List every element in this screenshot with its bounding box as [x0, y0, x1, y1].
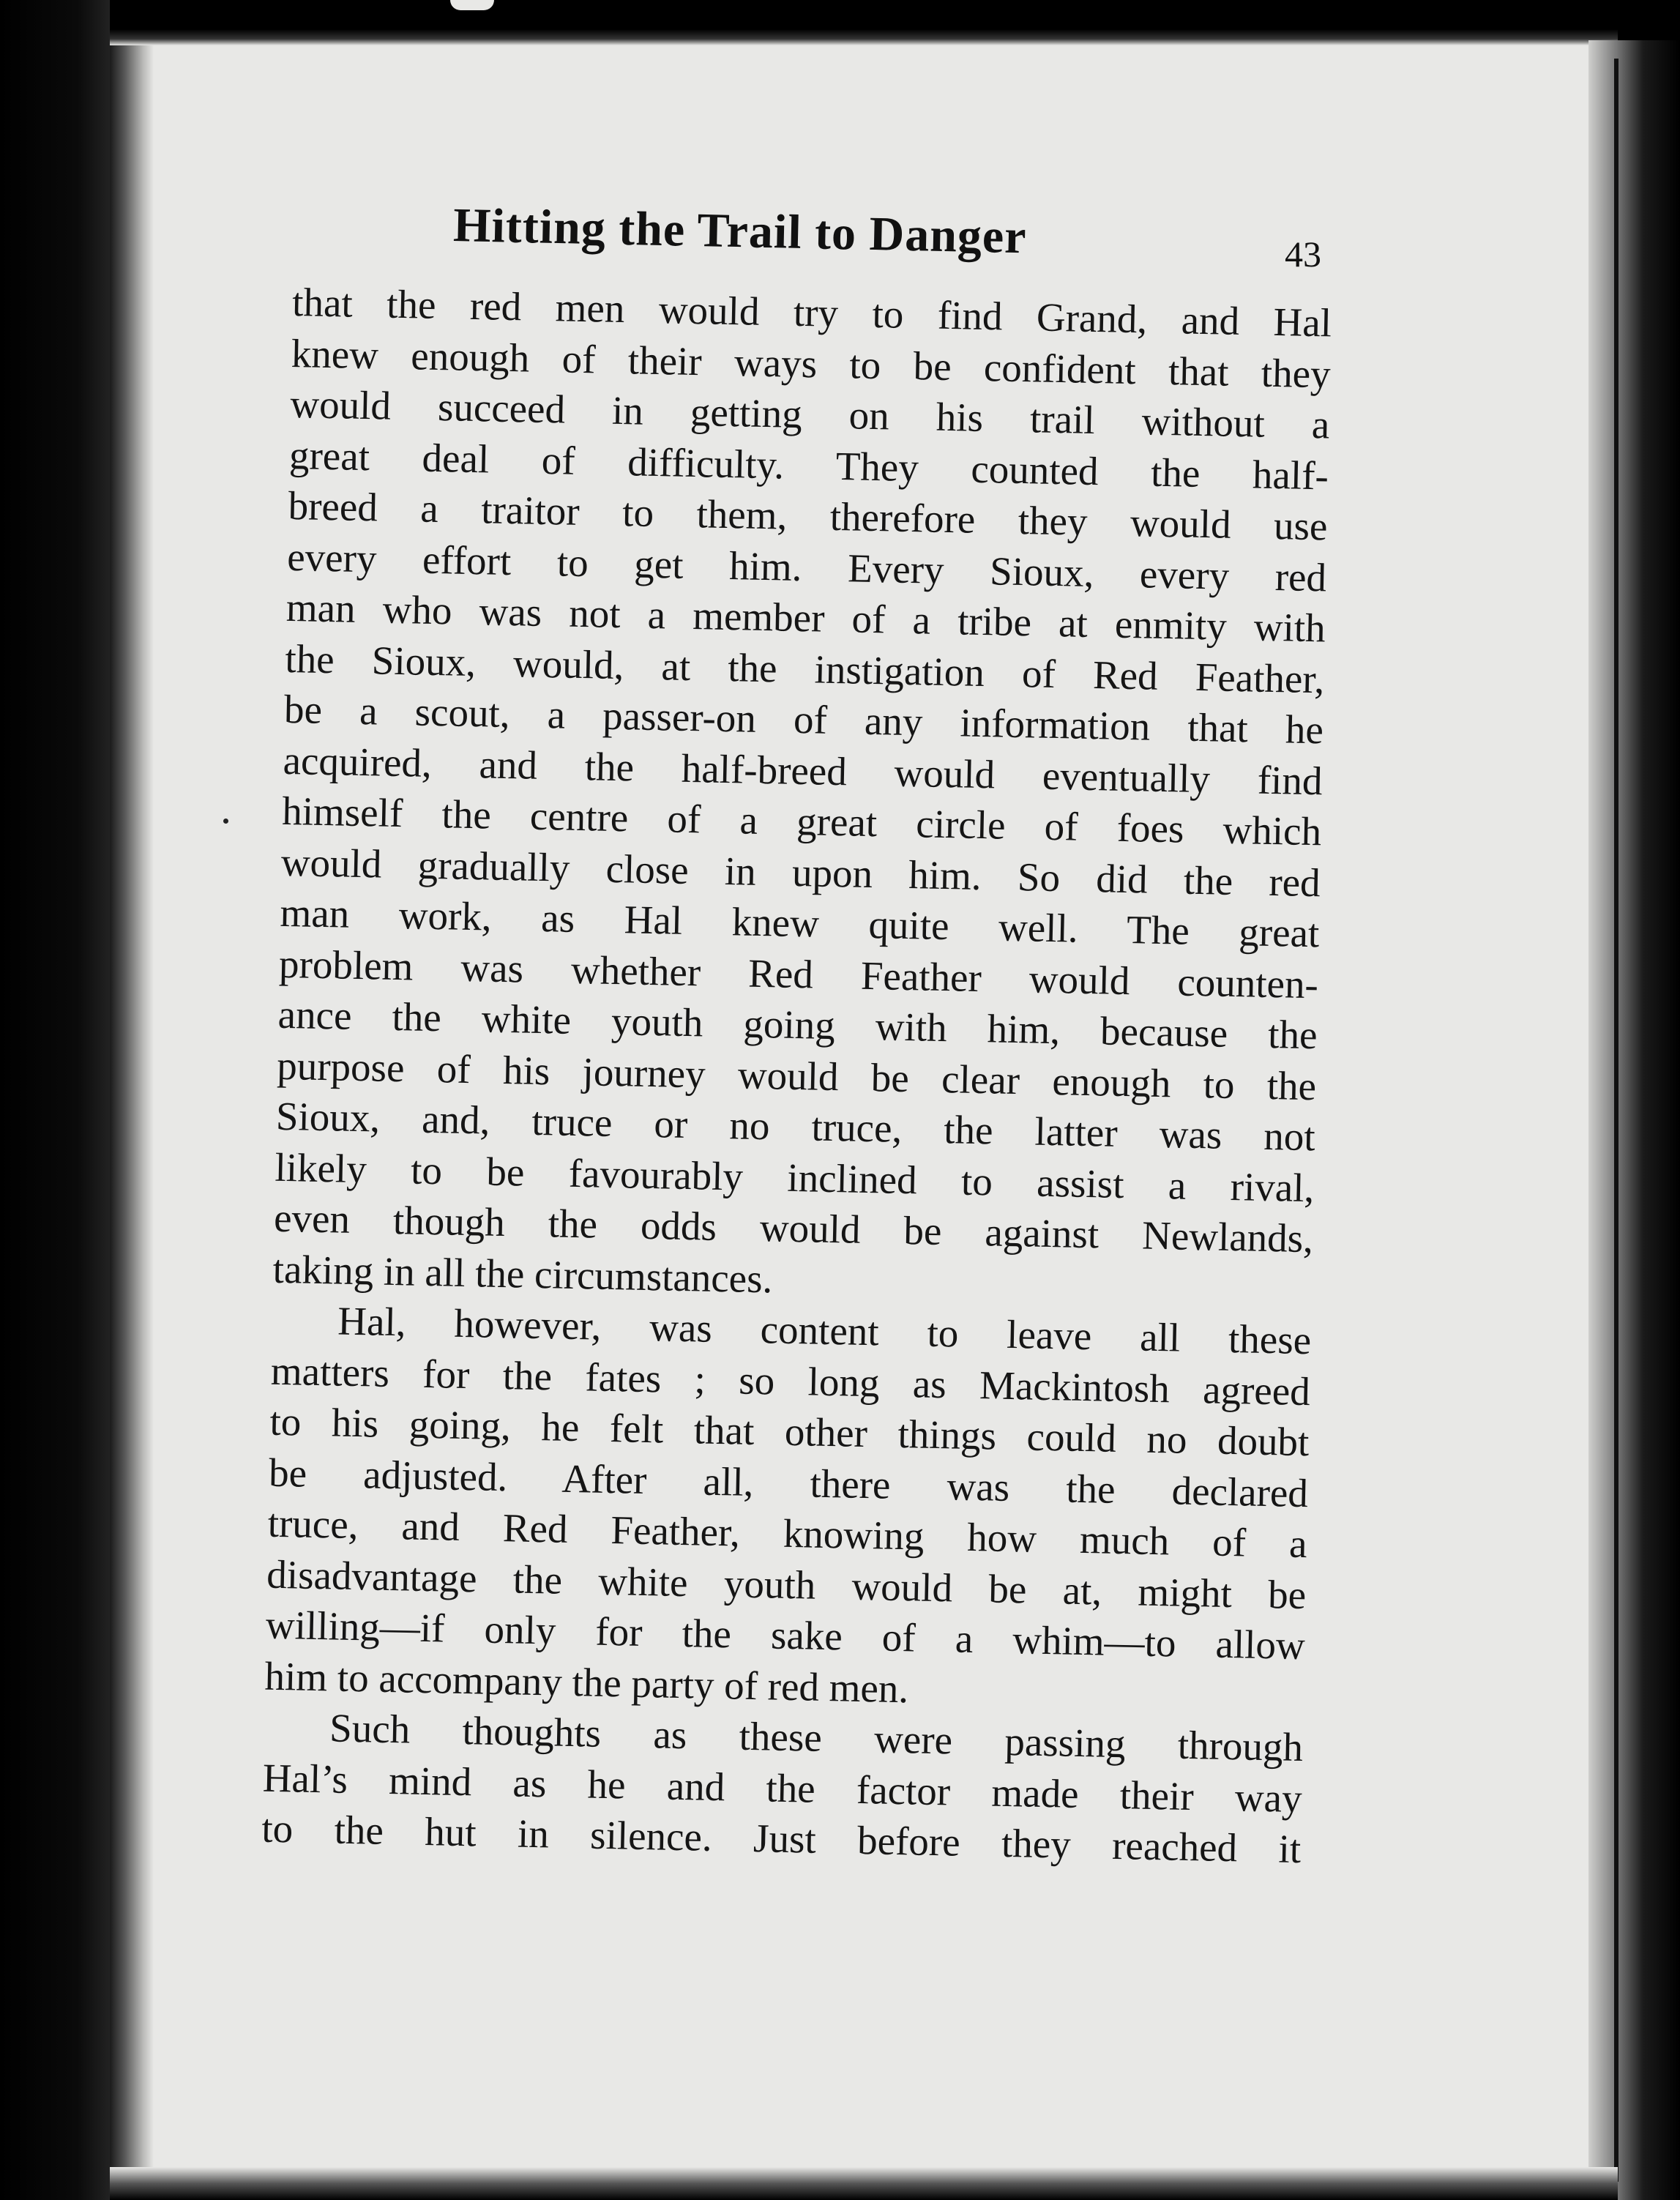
text-line: acquired, and the half-breed would eventually find [283, 737, 1324, 803]
text-line: great deal of difficulty. They counted the half- [288, 432, 1329, 498]
text-line: that the red men would try to find Grand, and Hal [291, 279, 1332, 346]
paragraph [272, 277, 1332, 1315]
text-line: purpose of his journey would be clear enough to the [276, 1043, 1317, 1108]
text-line: Such thoughts as these were passing through [329, 1705, 1304, 1770]
body-text [261, 277, 1332, 1875]
text-line: him to accompany the party of red men. [264, 1653, 909, 1711]
paragraph [261, 1701, 1304, 1875]
text-line: the Sioux, would, at the instigation of Red Feather, [284, 635, 1325, 701]
text-line: would succeed in getting on his trail without a [289, 381, 1330, 447]
text-line: ance the white youth going with him, because the [277, 991, 1318, 1058]
ink-speck [223, 819, 228, 824]
text-line: taking in all the circumstances. [272, 1246, 773, 1301]
text-line: every effort to get him. Every Sioux, every red [286, 534, 1327, 600]
text-line: even though the odds would be against Newlands, [273, 1195, 1314, 1261]
text-line: likely to be favourably inclined to assist a rival, [274, 1144, 1315, 1210]
text-line: willing—if only for the sake of a whim—to allow [265, 1602, 1306, 1668]
running-title: Hitting the Trail to Danger [452, 198, 1028, 264]
text-line: Hal’s mind as he and the factor made their way [262, 1755, 1303, 1821]
text-line: Sioux, and, truce or no truce, the latter was not [275, 1093, 1316, 1160]
text-line: to his going, he felt that other things could no doubt [269, 1398, 1310, 1465]
text-line: matters for the fates ; so long as Mackintosh agreed [270, 1348, 1311, 1414]
top-edge [110, 29, 1618, 45]
text-line: breed a traitor to them, therefore they would use [288, 482, 1329, 549]
page-number: 43 [1285, 234, 1321, 275]
text-line: be adjusted. After all, there was the declared [268, 1450, 1309, 1515]
text-line: man who was not a member of a tribe at enmity with [285, 584, 1326, 651]
right-page-edge [1588, 40, 1680, 2200]
text-line: to the hut in silence. Just before they reached it [261, 1805, 1302, 1872]
text-line: himself the centre of a great circle of foes which [281, 788, 1322, 854]
bottom-edge [110, 2167, 1618, 2200]
paragraph [264, 1294, 1312, 1722]
text-line: knew enough of their ways to be confident that they [291, 330, 1332, 396]
text-line: be a scout, a passer-on of any information that he [283, 686, 1324, 753]
text-line: disadvantage the white youth would be at, might be [266, 1551, 1307, 1617]
left-margin-shadow [0, 0, 110, 2200]
text-line: truce, and Red Feather, knowing how much of a [267, 1500, 1308, 1567]
right-edge-line [1614, 59, 1619, 2182]
text-line: problem was whether Red Feather would counten- [278, 941, 1319, 1007]
text-line: Hal, however, was content to leave all these [337, 1298, 1312, 1363]
text-line: would gradually close in upon him. So did the red [280, 839, 1321, 905]
top-blot [450, 0, 494, 10]
gutter-shading [110, 40, 154, 2178]
text-line: man work, as Hal knew quite well. The great [279, 890, 1320, 956]
